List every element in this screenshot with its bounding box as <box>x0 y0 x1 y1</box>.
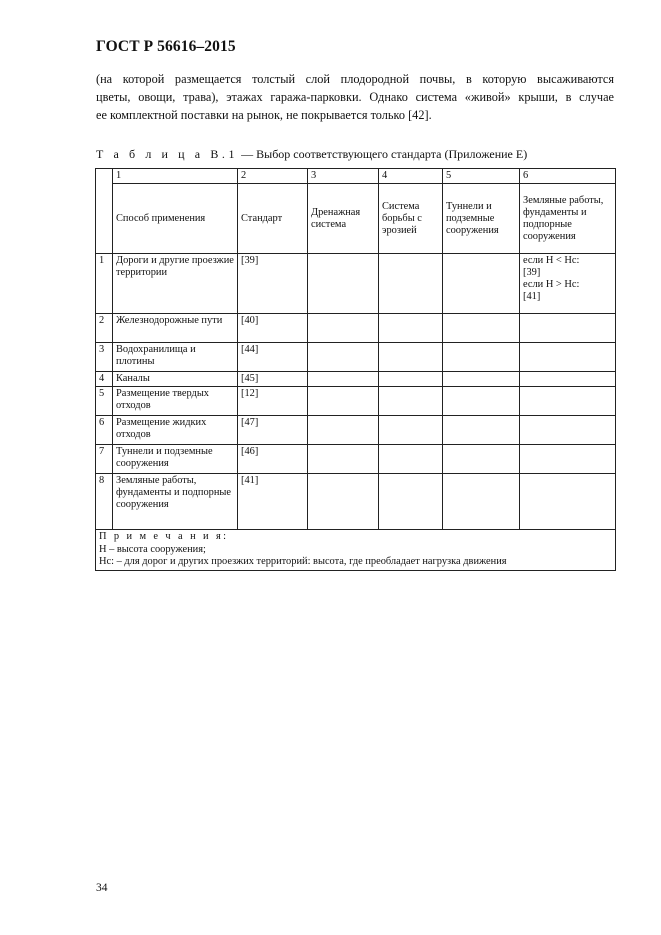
earthworks-cell <box>520 254 616 314</box>
tunnels-cell <box>443 416 520 445</box>
row-number-cell: 5 <box>96 387 113 416</box>
column-header: Земляные работы, фундаменты и подпорные сооружения <box>520 184 616 254</box>
column-number-cell: 2 <box>238 169 308 184</box>
tunnels-cell <box>443 314 520 343</box>
earthworks-cell <box>520 372 616 387</box>
table-row <box>96 372 616 387</box>
earthworks-cell <box>520 314 616 343</box>
intro-line: цветы, овощи, трава), этажах гаража-парковки. Однако система «живой» крыши, в случае <box>96 90 614 104</box>
table-row <box>96 254 616 314</box>
tunnels-cell <box>443 372 520 387</box>
application-cell: Каналы <box>113 372 238 387</box>
drainage-cell <box>308 254 379 314</box>
application-cell: Размещение жидких отходов <box>113 416 238 445</box>
earthworks-cell-line: если H < Hc: <box>523 255 580 266</box>
standard-cell: [41] <box>238 474 308 530</box>
notes-title: П р и м е ч а н и я: <box>99 531 229 542</box>
earthworks-cell-line: [39] <box>523 267 541 278</box>
table-caption <box>96 147 527 162</box>
earthworks-cell <box>520 474 616 530</box>
erosion-control-cell <box>379 314 443 343</box>
drainage-cell <box>308 387 379 416</box>
application-cell: Железнодорожные пути <box>113 314 238 343</box>
earthworks-cell-line: [41] <box>523 291 541 302</box>
drainage-cell <box>308 372 379 387</box>
tunnels-cell <box>443 343 520 372</box>
standard-cell: [45] <box>238 372 308 387</box>
column-header: Дренажная система <box>308 184 379 254</box>
intro-line: (на которой размещается толстый слой плодородной почвы, в которую высаживаются <box>96 72 614 86</box>
column-header: Стандарт <box>238 184 308 254</box>
row-number-cell: 6 <box>96 416 113 445</box>
standard-cell: [12] <box>238 387 308 416</box>
application-cell: Туннели и подземные сооружения <box>113 445 238 474</box>
earthworks-cell <box>520 343 616 372</box>
table-row <box>96 343 616 372</box>
erosion-control-cell <box>379 387 443 416</box>
column-number-row <box>96 169 616 184</box>
note-line: Hc: – для дорог и других проезжих территорий: высота, где преобладает нагрузка движения <box>99 556 507 567</box>
earthworks-cell-line: если H > Hc: <box>523 279 580 290</box>
row-number-cell: 7 <box>96 445 113 474</box>
drainage-cell <box>308 474 379 530</box>
standard-cell: [46] <box>238 445 308 474</box>
column-header: Туннели и подземные сооружения <box>443 184 520 254</box>
erosion-control-cell <box>379 254 443 314</box>
table-row <box>96 445 616 474</box>
standards-table <box>95 168 616 571</box>
row-number-header-cell <box>96 169 113 254</box>
row-number-cell: 4 <box>96 372 113 387</box>
standard-cell: [39] <box>238 254 308 314</box>
document-title: ГОСТ Р 56616–2015 <box>96 38 236 55</box>
tunnels-cell <box>443 387 520 416</box>
standard-cell: [47] <box>238 416 308 445</box>
earthworks-cell <box>520 387 616 416</box>
row-number-cell: 8 <box>96 474 113 530</box>
column-number-cell: 1 <box>113 169 238 184</box>
table-row <box>96 416 616 445</box>
note-line: H – высота сооружения; <box>99 543 206 555</box>
erosion-control-cell <box>379 474 443 530</box>
intro-line: ее комплектной поставки на рынок, не покрывается только [42]. <box>96 108 432 122</box>
standard-cell: [44] <box>238 343 308 372</box>
standard-cell: [40] <box>238 314 308 343</box>
table-row <box>96 387 616 416</box>
erosion-control-cell <box>379 416 443 445</box>
column-header: Способ применения <box>113 184 238 254</box>
erosion-control-cell <box>379 445 443 474</box>
table-caption-label: Т а б л и ц а В.1 <box>96 147 239 161</box>
header-row <box>96 184 616 254</box>
application-cell: Водохранилища и плотины <box>113 343 238 372</box>
tunnels-cell <box>443 474 520 530</box>
drainage-cell <box>308 416 379 445</box>
table-row <box>96 314 616 343</box>
column-number-cell: 6 <box>520 169 616 184</box>
notes-row <box>96 530 616 571</box>
drainage-cell <box>308 314 379 343</box>
row-number-cell: 1 <box>96 254 113 314</box>
table-caption-text: — Выбор соответствующего стандарта (Приложение Е) <box>238 147 528 161</box>
erosion-control-cell <box>379 343 443 372</box>
page-number: 34 <box>96 882 108 894</box>
tunnels-cell <box>443 445 520 474</box>
column-number-cell: 5 <box>443 169 520 184</box>
row-number-cell: 3 <box>96 343 113 372</box>
application-cell: Земляные работы, фундаменты и подпорные сооружения <box>113 474 238 530</box>
table-row <box>96 474 616 530</box>
tunnels-cell <box>443 254 520 314</box>
application-cell: Размещение твердых отходов <box>113 387 238 416</box>
column-number-cell: 3 <box>308 169 379 184</box>
drainage-cell <box>308 445 379 474</box>
column-number-cell: 4 <box>379 169 443 184</box>
earthworks-cell <box>520 416 616 445</box>
intro-paragraph <box>96 70 614 124</box>
row-number-cell: 2 <box>96 314 113 343</box>
notes-cell <box>96 530 616 571</box>
erosion-control-cell <box>379 372 443 387</box>
application-cell: Дороги и другие проезжие территории <box>113 254 238 314</box>
drainage-cell <box>308 343 379 372</box>
column-header: Система борьбы с эрозией <box>379 184 443 254</box>
earthworks-cell <box>520 445 616 474</box>
